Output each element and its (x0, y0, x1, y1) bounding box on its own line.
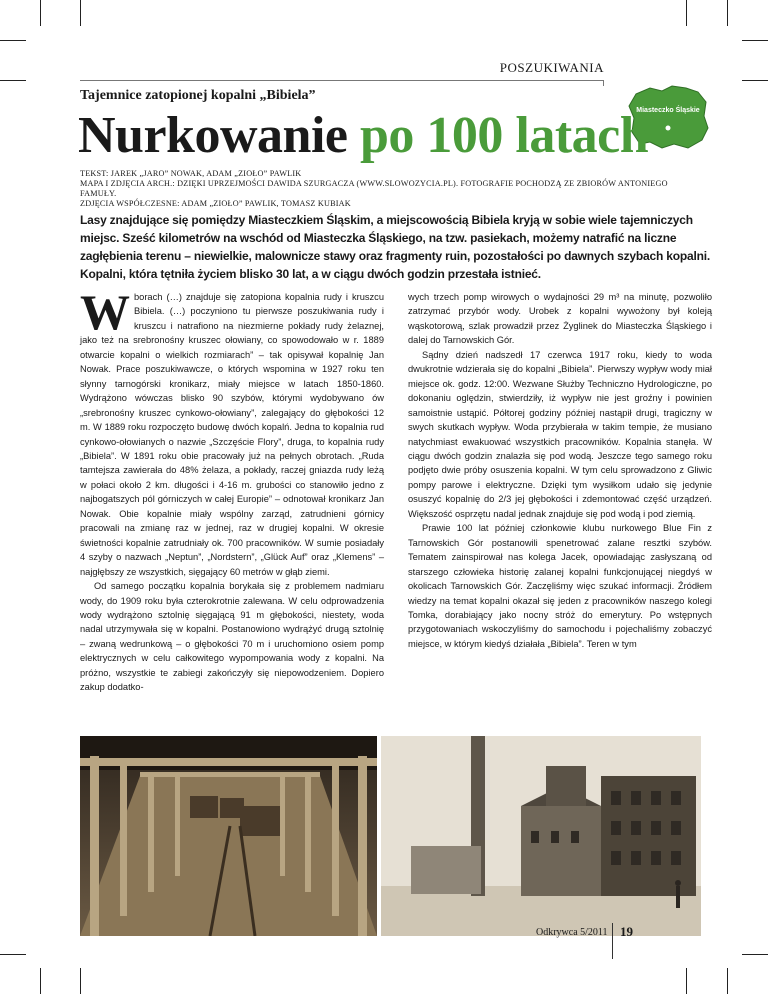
section-label: POSZUKIWANIA (499, 60, 604, 75)
crop-mark (727, 968, 728, 994)
crop-mark (40, 968, 41, 994)
crop-mark (742, 954, 768, 955)
paragraph (80, 284, 384, 579)
paragraph: wych trzech pomp wirowych o wydajności 29 m³ na minutę, pozwoliło zatrzymać przybór wody. Urobek z kopalni wywożony był koleją wąskotorową, szlak prowadził przez Żyglinek do Miasteczka Śląskiego i dalej do Tarnowskich Gór. (408, 292, 712, 346)
section-rule (80, 80, 604, 81)
text-column-left (80, 284, 384, 695)
crop-mark (727, 0, 728, 26)
paragraph: Prawie 100 lat później członkowie klubu nurkowego Blue Fin z Tarnowskich Gór postanowili spenetrować zalane resztki szybów. Tematem zainspirował nas kolega Jacek, opowiadając zasłyszaną od starszego człowieka historię zalanej kopalni funkcjonującej niegdyś w okolicach Tarnowskich Gór. Zaczęliśmy więc szukać informacji. Źródłem wiedzy na temat kopalni okazał się jeden z pracowników naszego kolegi Tomka, dorabiający jako nocny stróż do emerytury. Po wstępnych przygotowaniach wskoczyliśmy do samochodu i pojechaliśmy zobaczyć miejsce, w którym kiedyś działała „Bibiela”. Teren w tym (408, 523, 712, 649)
page-number: 19 (620, 924, 633, 939)
crop-mark (80, 968, 81, 994)
paragraph: Sądny dzień nadszedł 17 czerwca 1917 roku, kiedy to woda dwukrotnie wdzierała się do kopalni „Bibiela”. Pierwszy wypływ wody miał miejsce ok. godz. 12:00. Wezwane Służby Techniczno Hydrologiczne, po dokonaniu oględzin, stwierdziły, iż wypływ nie jest groźny i powinien samoistnie ustąpić. Półtorej godziny później nastąpił drugi, tragiczny w swych skutkach wypływ. Woda przybierała w takim tempie, że musiano natychmiast ewakuować wszystkich pracowników. Kopalnia stanęła. W ciągu dwóch godzin znalazła się pod wodą. Jeszcze tego samego roku podjęto dwie próby osuszenia kopalni. W tym celu sprowadzono z Gliwic pompy parowe i elektryczne. Dzięki tym wysiłkom udało się jedynie osuszyć kopalnię do 2/3 jej głębokości i zdemontować część urządzeń. Większość osprzętu nadal jednak znajduje się pod wodą i pod ziemią. (408, 349, 712, 519)
article-subtitle: Tajemnice zatopionej kopalni „Bibiela” (80, 88, 316, 103)
crop-mark (0, 40, 26, 41)
crop-mark (80, 0, 81, 26)
article-headline (78, 107, 649, 164)
crop-mark (686, 0, 687, 26)
crop-mark (0, 954, 26, 955)
article-lead: Lasy znajdujące się pomiędzy Miasteczkiem Śląskim, a miejscowością Bibiela kryją w sobie wiele tajemniczych miejsc. Sześć kilometrów na wschód od Miasteczka Śląskiego, na tzw. pasiekach, możemy natrafić na liczne zagłębienia terenu – niewielkie, malownicze stawy oraz fragmenty ruin, pozostałości po dawnych szybach kopalni. Kopalni, która tętniła życiem blisko 30 lat, a w ciągu dwóch godzin przestała istnieć. (80, 213, 710, 281)
crop-mark (686, 968, 687, 994)
paragraph: Od samego początku kopalnia borykała się z problemem nadmiaru wody, do 1909 roku była czterokrotnie zalewana. W celu odprowadzenia wody wydrążono sztolnię sięgającą 91 m głębokości, niestety, woda nadal utrzymywała się w kopalni. Postanowiono wydrążyć drugą sztolnię – zwaną wedrunkową – o głębokości 70 m i uruchomiono osiem pomp elektrycznych w celu całkowitego wypompowania wody z kopalni. Na próżno, wszystkie te zabiegi zakończyły się niepowodzeniem. Dopiero zakup dodatko- (80, 581, 384, 693)
credits-photos: ZDJĘCIA WSPÓŁCZESNE: ADAM „ZIOŁO” PAWLIK, TOMASZ KUBIAK (80, 199, 351, 208)
credits-archive: MAPA I ZDJĘCIA ARCH.: DZIĘKI UPRZEJMOŚCI DAWIDA SZURGACZA (WWW.SLOWOZYCIA.PL). FOTOGRAFIE POCHODZĄ ZE ZBIORÓW ANTONIEGO FAMUŁY. (80, 179, 668, 198)
photo-mine-tunnel (80, 736, 377, 936)
location-dot-icon (666, 126, 671, 131)
section-tick (603, 80, 604, 86)
article-credits (80, 169, 700, 209)
credits-authors: TEKST: JAREK „JARO” NOWAK, ADAM „ZIOŁO” PAWLIK (80, 169, 302, 178)
text-column-right (408, 290, 712, 651)
crop-mark (0, 80, 26, 81)
crop-mark (40, 0, 41, 26)
drop-cap: W (80, 284, 130, 340)
headline-part1: Nurkowanie (78, 107, 348, 164)
photo-mine-buildings (381, 736, 701, 936)
issue-label: Odkrywca 5/2011 (536, 927, 608, 938)
map-label: Miasteczko Śląskie (636, 107, 700, 114)
footer-rule (612, 923, 613, 959)
paragraph-text: borach (…) znajduje się zatopiona kopalnia rudy i kruszcu Bibiela. (…) poczyniono tu pierwsze poszukiwania rudy i kruszcu i natrafiono na niezmierne pokłady rudy żelaznej, jako też na srebronośny kruszec ołowiany, co spowodowało w r. 1889 otwarcie kopalni o wielkich rozmiarach” – tak opisywał kopalnię Jan Nowak. Prace poszukiwawcze, o których wspomina w 1927 roku ten słynny tarnogórski kronikarz, miały miejsce w latach 1850-1860. Wydrążono wówczas blisko 90 szybów, którymi wydobywano ów „srebronośny kruszec cynkowo-ołowiany”, zalegający do głębokości 12 m. W 1889 roku rozpoczęto budowę dwóch kopalń. Jedna to kopalnia rud cynkowo-ołowianych o nazwie „Szczęście Flory”, druga, to kopalnia rudy „Bibiela”. W 1891 roku obie pracowały już na pełnych obrotach. „Ruda tamtejsza zawierała do 48% żelaza, a pokłady, raczej gniazda rudy leżą w połaci około 2 km. długości i 4-16 m. grubości co stanowiło jedno z najbogatszych pól górniczych w całej Europie” – odnotował kronikarz Jan Nowak. Obie kopalnie miały wspólny zarząd, zatrudnieni górnicy pracowali na zmianę raz w jednej, raz w drugiej kopalni. W okresie świetności kopalnie zatrudniały ok. 700 pracowników. W sumie posiadały 4 szyby o nazwach „Neptun”, „Nordstern”, „Glück Auf” oraz „Klemens” – najgłębszy ze wszystkich, sięgający 60 metrów w głąb ziemi. (80, 292, 384, 577)
headline-part2: po 100 latach (359, 107, 649, 164)
crop-mark (742, 80, 768, 81)
crop-mark (742, 40, 768, 41)
